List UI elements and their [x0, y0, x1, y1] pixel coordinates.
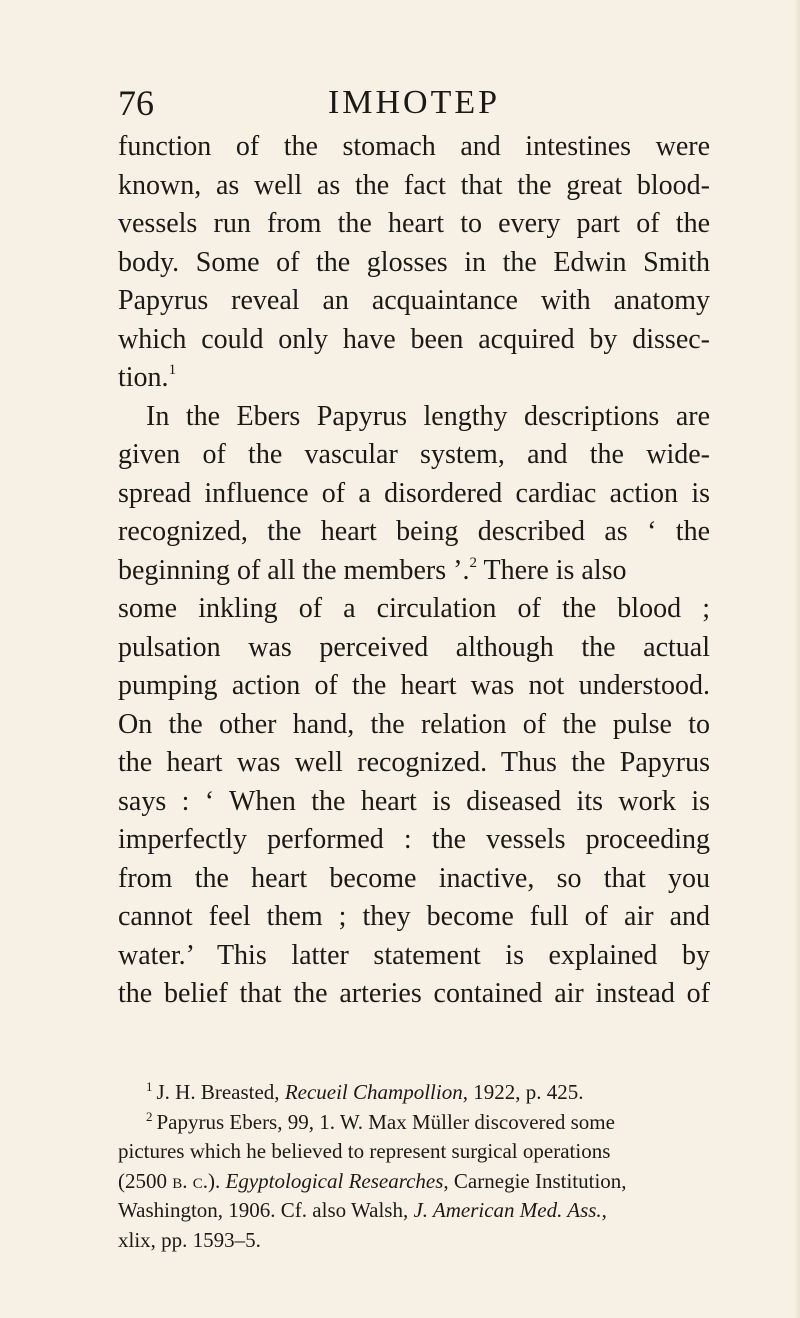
- footnote-text: ).: [208, 1168, 226, 1193]
- running-head: IMHOTEP: [327, 84, 501, 121]
- footnote-text: Papyrus Ebers, 99, 1. W. Max Müller discovered some: [156, 1109, 615, 1134]
- text-line: function of the stomach and intestines were: [118, 131, 710, 162]
- footnote-ref-2[interactable]: 2: [469, 554, 477, 571]
- footnote-text: , 1922, p. 425.: [462, 1080, 584, 1104]
- footnote-number: 2: [146, 1108, 153, 1124]
- text-line: [118, 552, 710, 591]
- page-edge: [794, 0, 800, 1318]
- body-text: [118, 128, 710, 1014]
- text-line: which could only have been acquired by dissec-: [118, 323, 710, 355]
- text-line: spread influence of a disordered cardiac action is: [118, 477, 710, 509]
- text-line: recognized, the heart being described as ‘ the: [118, 516, 710, 547]
- text-line: vessels run from the heart to every part of the: [118, 208, 710, 239]
- text-line: Papyrus reveal an acquaintance with anatomy: [118, 285, 710, 316]
- footnote-2: [118, 1108, 710, 1138]
- text-line-paragraph-start: In the Ebers Papyrus lengthy descriptions are: [146, 400, 710, 432]
- footnote-title: Recueil Champollion: [284, 1080, 463, 1104]
- text-line: known, as well as the fact that the great blood-: [118, 169, 710, 201]
- text-line: says : ‘ When the heart is diseased its work is: [118, 785, 710, 817]
- footnote-text: (2500: [118, 1168, 173, 1193]
- footnote-title: J. American Med. Ass.: [413, 1198, 602, 1222]
- text-line: from the heart become inactive, so that you: [118, 862, 710, 894]
- page-number: 76: [118, 83, 154, 123]
- footnote-line: [118, 1167, 710, 1197]
- text-line: pumping action of the heart was not understood.: [118, 670, 710, 701]
- footnote-text: b. c.: [172, 1168, 209, 1193]
- text-line: water.’ This latter statement is explained by: [118, 939, 710, 971]
- footnotes: [118, 1078, 710, 1255]
- footnote-ref-1[interactable]: 1: [168, 362, 177, 378]
- text-line: cannot feel them ; they become full of air and: [118, 901, 710, 932]
- text-fragment: There is also: [476, 554, 627, 586]
- text-line: given of the vascular system, and the wide-: [118, 439, 710, 470]
- footnote-line: [118, 1196, 710, 1226]
- text-fragment: beginning of all the members ’.: [118, 554, 470, 586]
- text-line: the belief that the arteries contained air instead of: [118, 978, 710, 1009]
- footnote-text: ,: [601, 1198, 607, 1222]
- text-line: body. Some of the glosses in the Edwin Smith: [118, 246, 710, 278]
- text-line: On the other hand, the relation of the pulse to: [118, 708, 710, 740]
- footnote-line: pictures which he believed to represent surgical operations: [118, 1139, 611, 1163]
- footnote-text: Washington, 1906. Cf. also Walsh,: [118, 1198, 414, 1222]
- text-line: pulsation was perceived although the actual: [118, 631, 710, 663]
- page-header: [118, 83, 710, 123]
- footnote-title: Egyptological Researches: [225, 1168, 444, 1193]
- text-line: [118, 359, 710, 398]
- footnote-text: , Carnegie Institution,: [443, 1168, 627, 1193]
- footnote-text: J. H. Breasted,: [156, 1080, 285, 1104]
- text-line: imperfectly performed : the vessels proceeding: [118, 824, 710, 855]
- footnote-line: xlix, pp. 1593–5.: [118, 1227, 261, 1252]
- text-line: some inkling of a circulation of the blood ;: [118, 593, 710, 624]
- footnote-1: [118, 1078, 710, 1108]
- text-fragment: tion.: [118, 362, 169, 393]
- text-line: the heart was well recognized. Thus the Papyrus: [118, 747, 710, 778]
- footnote-number: 1: [146, 1079, 153, 1094]
